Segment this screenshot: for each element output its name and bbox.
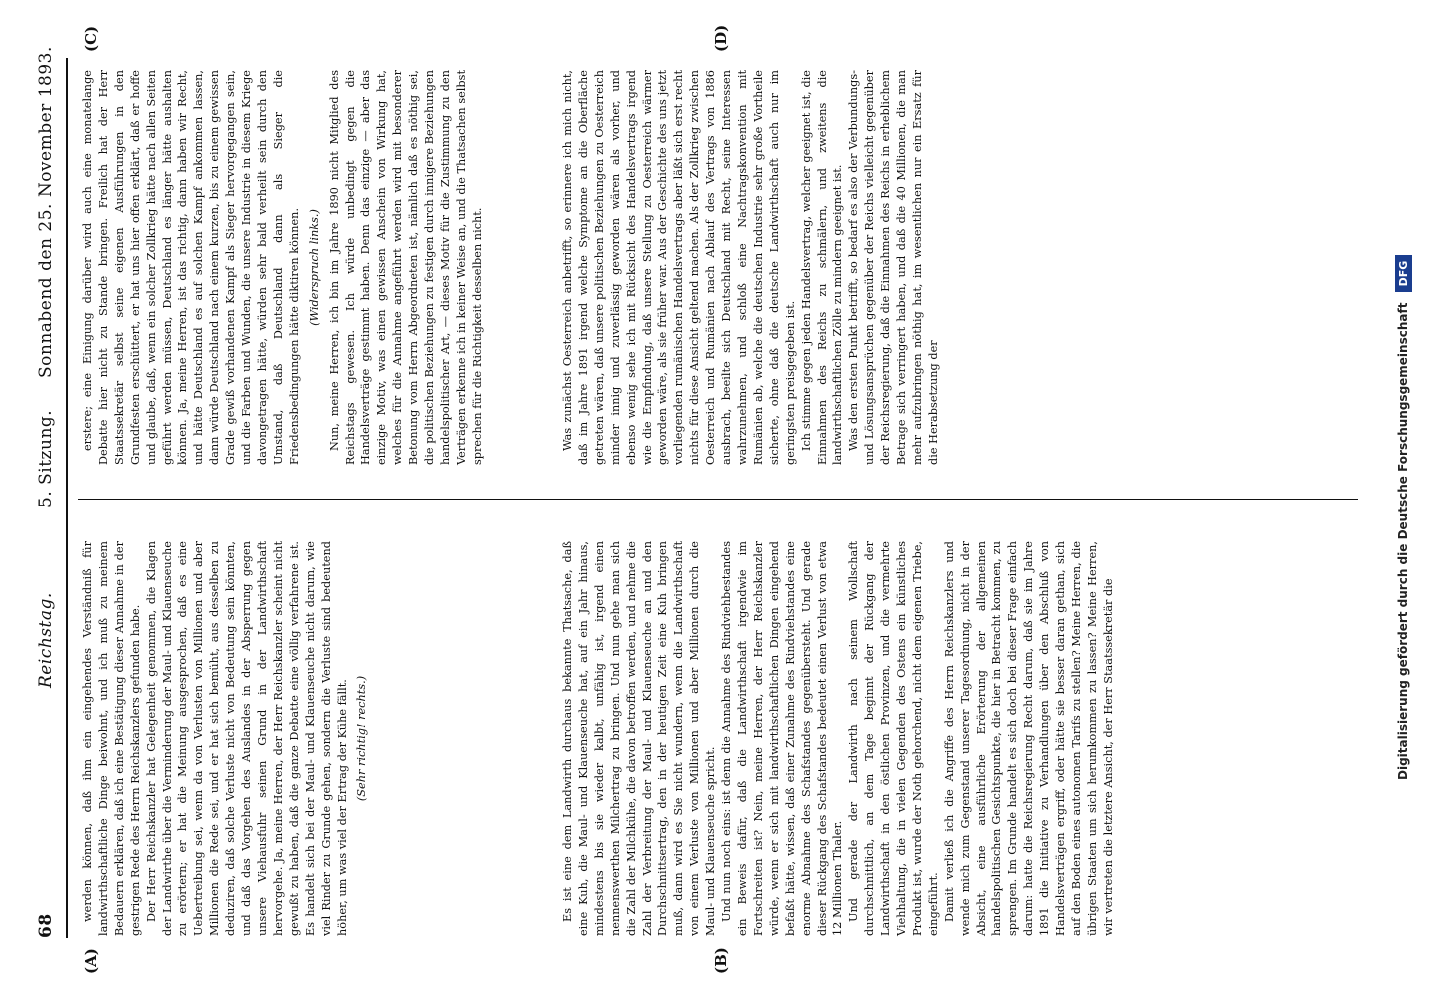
paragraph: Was den ersten Punkt betrifft, so bedarf es also der Verbundungs- und Lösungsansprüchen gegenüber der Reichs vielleicht gegenüber der Reichsregierung, daß die Einnahmen des Reichs in erheblichem Betrage sich verringert haben, und daß die 40 Millionen, die man mehr aufzubringen nöthig hat, im wesentlichen nur ein Ersatz für die Herabsetzung der [847, 70, 940, 465]
publication-title: Reichstag. [36, 592, 56, 688]
page-header [30, 46, 68, 938]
right-column-top [80, 70, 520, 465]
paragraph: Nun, meine Herren, ich bin im Jahre 1890 nicht Mitglied des Reichstags gewesen. Ich würde unbedingt gegen die Handelsverträge gestimmt haben. Denn das einzige — aber das einzige Motiv, was einen gewissen Anschein von Wirkung hat, welches für die Annahme angeführt werden wird mit besonderer Betonung vom Herrn Abgeordneten ist, nämlich daß es nöthig sei, die politischen Beziehungen zu festigen durch innigere Beziehungen handelspolitischer Art, — dieses Motiv für die Zustimmung zu den Verträgen erkenne ich in keiner Weise an, und die Thatsachen selbst sprechen für die Richtigkeit desselben nicht. [327, 70, 484, 465]
interjection: (Sehr richtig! rechts.) [355, 675, 369, 802]
right-column-bottom [560, 70, 1000, 465]
margin-letter-b: (B) [712, 947, 730, 974]
paragraph: Ich stimme gegen jeden Handelsvertrag, welcher geeignet ist, die Einnahmen des Reichs zu schmälern, und zweitens die landwirthschaftlichen Zölle zu mindern geeignet ist. [799, 70, 845, 465]
margin-letter-d: (D) [712, 24, 730, 52]
digitization-credit [1395, 20, 1423, 780]
left-column-bottom [560, 541, 1115, 936]
paragraph: erstere; eine Einigung darüber wird auch eine monatelange Debatte hier nicht zu Stande bringen. Freilich hat der Herr Staatssekretär selbst seine eigenen Ausführungen in den Grundfesten erschüttert, er hat uns hier offen erklärt, daß er hoffe und glaube, daß, wenn ein solcher Zollkrieg hätte nach allen Seiten geführt werden müssen, Deutschland es länger hätte aushalten können. Ja, meine Herren, ist das richtig, dann haben wir Recht, und hätte Deutschland es auf solchen Kampf ankommen lassen, dann würde Deutschland nach einem kurzen, bis zu einem gewissen Grade gewiß vorhandenen Kampf als Sieger hervorgegangen sein, und die Farben und Wunden, die unsere Industrie in diesem Kriege davongetragen hätte, würden sehr bald verheilt sein durch den Umstand, daß Deutschland dann als Sieger die Friedensbedingungen hätte diktiren können. [81, 70, 301, 465]
dfg-logo: DFG [1395, 255, 1412, 293]
margin-letter-a: (A) [82, 948, 100, 974]
paragraph: Der Herr Reichskanzler hat Gelegenheit genommen, die Klagen der Landwirthe über die Verminderung der Maul- und Klauenseuche zu erörtern; er hat die Meinung ausgesprochen, daß es eine Uebertreibung sei, wenn da von Verlusten von Millionen und aber Millionen die Rede sei, und er hat sich bemüht, aus desselben zu deduziren, daß solche Verluste nicht von Bedeutung sein könnten, und daß das Vorgehen des Auslandes in der Absperrung gegen unsere Viehausfuhr seinen Grund in der Landwirthschaft hervorgehe. Ja, meine Herren, der Herr Reichskanzler scheint nicht gewußt zu haben, daß die ganze Debatte eine völlig verfahrene ist. Es handelt sich bei der Maul- und Klauenseuche nicht darum, wie viel Rinder zu Grunde gehen, sondern die Verluste sind bedeutend höher, um was viel der Ertrag der Kühe fällt. [144, 541, 349, 936]
margin-letter-c: (C) [82, 25, 100, 52]
credit-text: Digitalisierung gefördert durch die Deutsche Forschungsgemeinschaft [1396, 302, 1410, 780]
paragraph: Es ist eine dem Landwirth durchaus bekannte Thatsache, daß eine Kuh, die Maul- und Klauenseuche hat, auf ein Jahr hinaus, mindestens bis sie wieder kalbt, unfähig ist, irgend einen nennenswerthen Milchertrag zu bringen. Und nun gehe man sich die Zahl der Milchkühe, die davon betroffen werden, und nehme die Zahl der Verbreitung der Maul- und Klauenseuche an und den Durchschnittsertrag, den in der heutigen Zeit eine Kuh bringen muß, dann wird es Sie nicht wundern, wenn die Landwirthschaft von einem Verluste von Millionen und aber Millionen durch die Maul- und Klauenseuche spricht. [561, 541, 718, 936]
paragraph: Und nun noch eins: ist denn die Annahme des Rindviehbestandes ein Beweis dafür, daß die Landwirthschaft irgendwie im Fortschreiten ist? Nein, meine Herren, der Herr Reichskanzler würde, wenn er sich mit landwirthschaftlichen Dingen eingehend befaßt hätte, wissen, daß einer Zunahme des Rindviehstandes eine enorme Abnahme des Schafstandes gegenübersteht. Und gerade dieser Rückgang des Schafstandes bedeutet einen Verlust von etwa 12 Millionen Thaler. [720, 541, 845, 936]
session-date: Sonnabend den 25. November 1893. [36, 46, 56, 378]
paragraph: Damit verließ ich die Angriffe des Herrn Reichskanzlers und wende mich zum Gegenstand unserer Tagesordnung, nicht in der Absicht, eine ausführliche Erörterung der allgemeinen handelspolitischen Gesichtspunkte, die hier in Betracht kommen, zu sprengen. Im Grunde handelt es sich doch bei dieser Frage einfach darum: hatte die Reichsregierung Recht darum, daß sie im Jahre 1891 die Initiative zu Verhandlungen über den Abschluß von Handelsverträgen ergriff, oder hätte sie besser daran gethan, sich auf den Boden eines autonomen Tarifs zu stellen? Meine Herren, die übrigen Staaten um sich herumkommen zu lassen? Meine Herren, wir vertreten die letztere Ansicht, der Herr Staatssekretär die [942, 541, 1115, 936]
session-label: 5. Sitzung. [36, 409, 56, 508]
column-divider [78, 499, 1358, 500]
page-number: 68 [36, 913, 56, 938]
paragraph: Was zunächst Oesterreich anbetrifft, so erinnere ich mich nicht, daß im Jahre 1891 irgend welche Symptome an die Oberfläche getreten wären, daß unsere politischen Beziehungen zu Oesterreich minder innig und zuverlässig geworden wären als vorher, und ebenso wenig sehe ich mit Rücksicht des Handelsvertrags irgend wie die Empfindung, daß unsere Stellung zu Oesterreich wärmer geworden wäre, als sie früher war. Aus der Geschichte des uns jetzt vorliegenden rumänischen Handelsvertrags aber läßt sich erst recht nichts für diese Ansicht geltend machen. Als der Zollkrieg zwischen Oesterreich und Rumänien nach Ablauf des Vertrags von 1886 ausbrach, beeilte sich Deutschland mit Recht, seine Interessen wahrzunehmen, und schloß eine Nachtragskonvention mit Rumänien ab, welche die deutschen Industrie sehr große Vortheile sicherte, ohne daß die deutsche Landwirthschaft auch nur im geringsten preisgegeben ist. [561, 70, 797, 465]
interjection: (Widerspruch links.) [307, 209, 321, 326]
left-column-top [80, 541, 520, 936]
paragraph: Und gerade der Landwirth nach seinem Wollschaft durchschnittlich, an dem Tage beginnt der Rückgang der Landwirthschaft in den östlichen Provinzen, und die vermehrte Viehhaltung, die in vielen Gegenden des Ostens ein künstliches Produkt ist, wurde der Noth gehorchend, nicht dem eigenen Triebe, eingeführt. [847, 541, 940, 936]
paragraph: werden können, daß ihm ein eingehendes Verständniß für landwirthschaftliche Dinge beiwohnt, und ich muß zu meinem Bedauern erklären, daß ich eine Bestätigung dieser Annahme in der gestrigen Rede des Herrn Reichskanzlers gefunden habe. [81, 541, 142, 936]
